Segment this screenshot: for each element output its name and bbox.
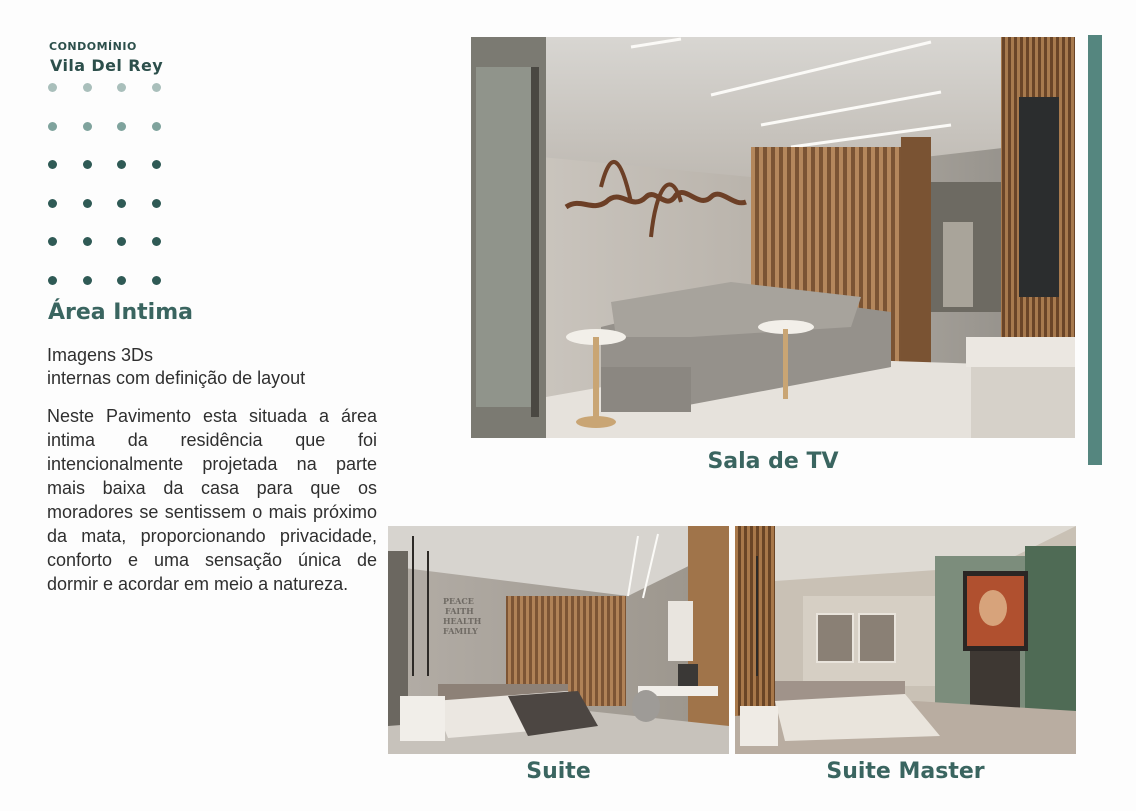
suite-master-photo <box>735 526 1076 754</box>
decorative-dot <box>48 122 57 131</box>
decorative-dot <box>117 199 126 208</box>
decorative-dot <box>152 276 161 285</box>
decorative-dot <box>83 83 92 92</box>
caption-suite: Suite <box>526 759 591 784</box>
section-description: Neste Pavimento esta situada a área intima da residência que foi intencionalmente projetada na parte mais baixa da casa para que os moradores se sentissem o mais próximo da mata, proporcionando privacidade, conforto e uma sensação única de dormir e acordar em meio a natureza. <box>47 406 377 594</box>
decorative-dot <box>83 199 92 208</box>
suite-wall-art-line-2: FAITH <box>445 606 474 616</box>
suite-wall-art-line-4: FAMILY <box>443 626 478 636</box>
decorative-dot <box>152 83 161 92</box>
decorative-dot <box>152 237 161 246</box>
decorative-dot <box>83 276 92 285</box>
decorative-dot <box>117 122 126 131</box>
master-bedroom-render-icon <box>735 526 1076 754</box>
section-subtitle <box>47 344 387 390</box>
suite-wall-art-line-1: PEACE <box>443 596 474 606</box>
decorative-dot <box>48 237 57 246</box>
decorative-dot <box>152 199 161 208</box>
suite-photo <box>388 526 729 754</box>
accent-bar <box>1088 35 1102 465</box>
living-room-render-icon <box>471 37 1075 438</box>
brand-name: Vila Del Rey <box>50 56 164 75</box>
caption-sala-de-tv: Sala de TV <box>707 449 839 474</box>
caption-suite-master: Suite Master <box>826 759 985 784</box>
decorative-dot <box>83 160 92 169</box>
decorative-dot <box>117 160 126 169</box>
living-room-photo <box>471 37 1075 438</box>
suite-wall-art-line-3: HEALTH <box>443 616 482 626</box>
decorative-dot <box>48 160 57 169</box>
decorative-dot <box>152 160 161 169</box>
decorative-dot-grid <box>48 83 168 293</box>
decorative-dot <box>117 276 126 285</box>
decorative-dot <box>152 122 161 131</box>
decorative-dot <box>48 83 57 92</box>
decorative-dot <box>83 122 92 131</box>
section-title: Área Intima <box>48 300 193 325</box>
brand-label: CONDOMÍNIO <box>49 40 137 53</box>
subtitle-line-1: Imagens 3Ds <box>47 345 154 365</box>
subtitle-line-2: internas com definição de layout <box>47 368 306 388</box>
decorative-dot <box>48 199 57 208</box>
decorative-dot <box>83 237 92 246</box>
bedroom-render-icon <box>388 526 729 754</box>
decorative-dot <box>117 237 126 246</box>
decorative-dot <box>117 83 126 92</box>
decorative-dot <box>48 276 57 285</box>
